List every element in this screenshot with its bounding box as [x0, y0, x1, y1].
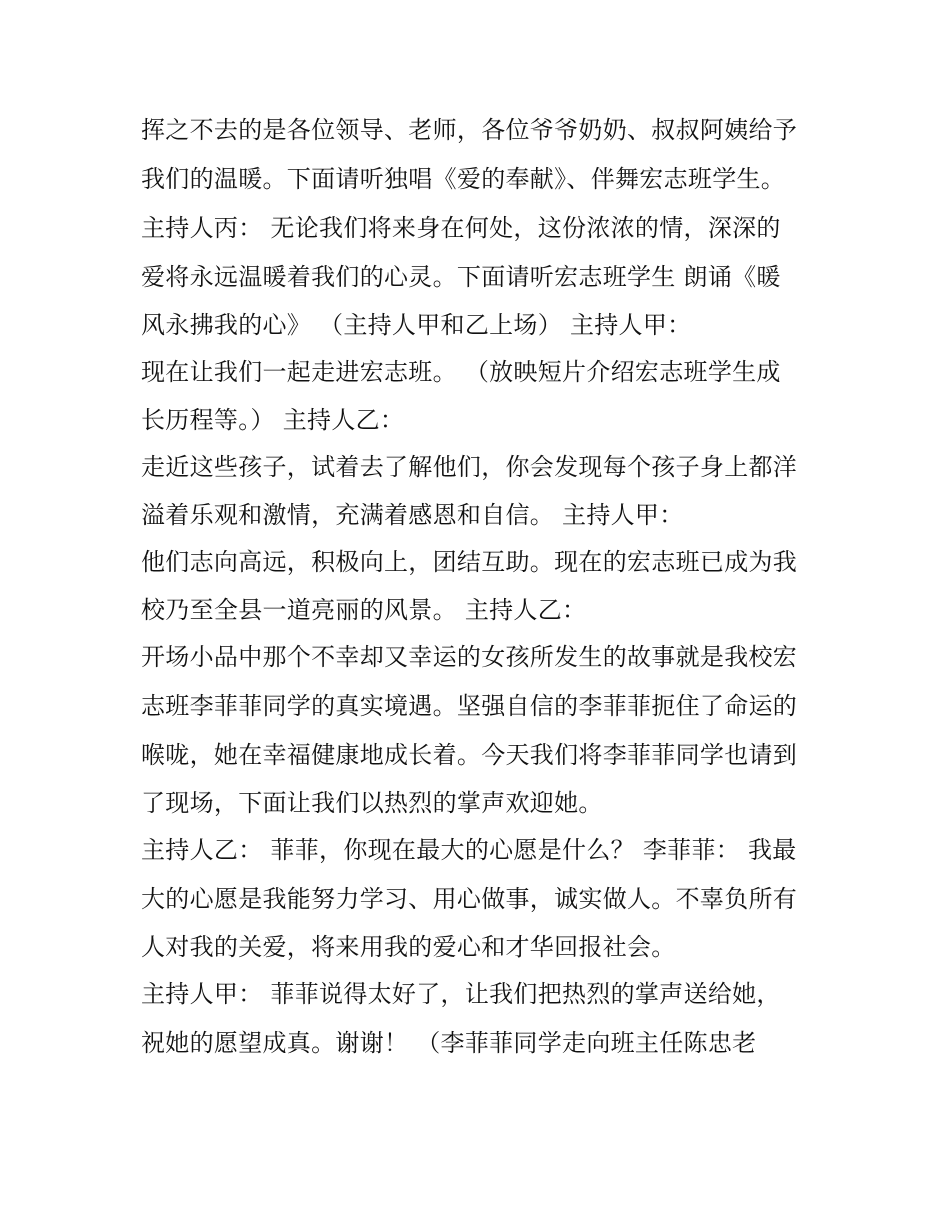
text-line: 校乃至全县一道亮丽的风景。 主持人乙： [141, 596, 587, 624]
text-line: 溢着乐观和激情，充满着感恩和自信。 主持人甲： [141, 501, 684, 529]
document-body [141, 106, 821, 1068]
text-line: 大的心愿是我能努力学习、用心做事，诚实做人。不辜负所有 [141, 885, 798, 913]
text-line: 人对我的关爱，将来用我的爱心和才华回报社会。 [141, 933, 676, 961]
text-line: 风永拂我的心》 （主持人甲和乙上场） 主持人甲： [141, 311, 692, 339]
text-line: 现在让我们一起走进宏志班。 （放映短片介绍宏志班学生成 [141, 358, 781, 386]
text-line: 喉咙，她在幸福健康地成长着。今天我们将李菲菲同学也请到 [141, 741, 798, 769]
text-line: 主持人丙： 无论我们将来身在何处，这份浓浓的情，深深的 [141, 214, 781, 242]
text-line: 走近这些孩子，试着去了解他们，你会发现每个孩子身上都洋 [141, 453, 798, 481]
text-line: 爱将永远温暖着我们的心灵。下面请听宏志班学生 朗诵《暖 [141, 263, 781, 291]
text-line: 主持人甲： 菲菲说得太好了，让我们把热烈的掌声送给她， [141, 980, 781, 1008]
text-line: 了现场，下面让我们以热烈的掌声欢迎她。 [141, 789, 603, 817]
text-line: 志班李菲菲同学的真实境遇。坚强自信的李菲菲扼住了命运的 [141, 692, 798, 720]
text-line: 挥之不去的是各位领导、老师，各位爷爷奶奶、叔叔阿姨给予 [141, 116, 798, 144]
text-line: 主持人乙： 菲菲，你现在最大的心愿是什么？ 李菲菲： 我最 [141, 836, 797, 864]
text-line: 开场小品中那个不幸却又幸运的女孩所发生的故事就是我校宏 [141, 643, 798, 671]
text-line: 他们志向高远，积极向上，团结互助。现在的宏志班已成为我 [141, 548, 798, 576]
text-line: 长历程等。） 主持人乙： [141, 406, 405, 434]
text-line: 我们的温暖。下面请听独唱《爱的奉献》、伴舞宏志班学生。 [141, 165, 786, 193]
text-line: 祝她的愿望成真。谢谢！ （李菲菲同学走向班主任陈忠老 [141, 1029, 757, 1057]
